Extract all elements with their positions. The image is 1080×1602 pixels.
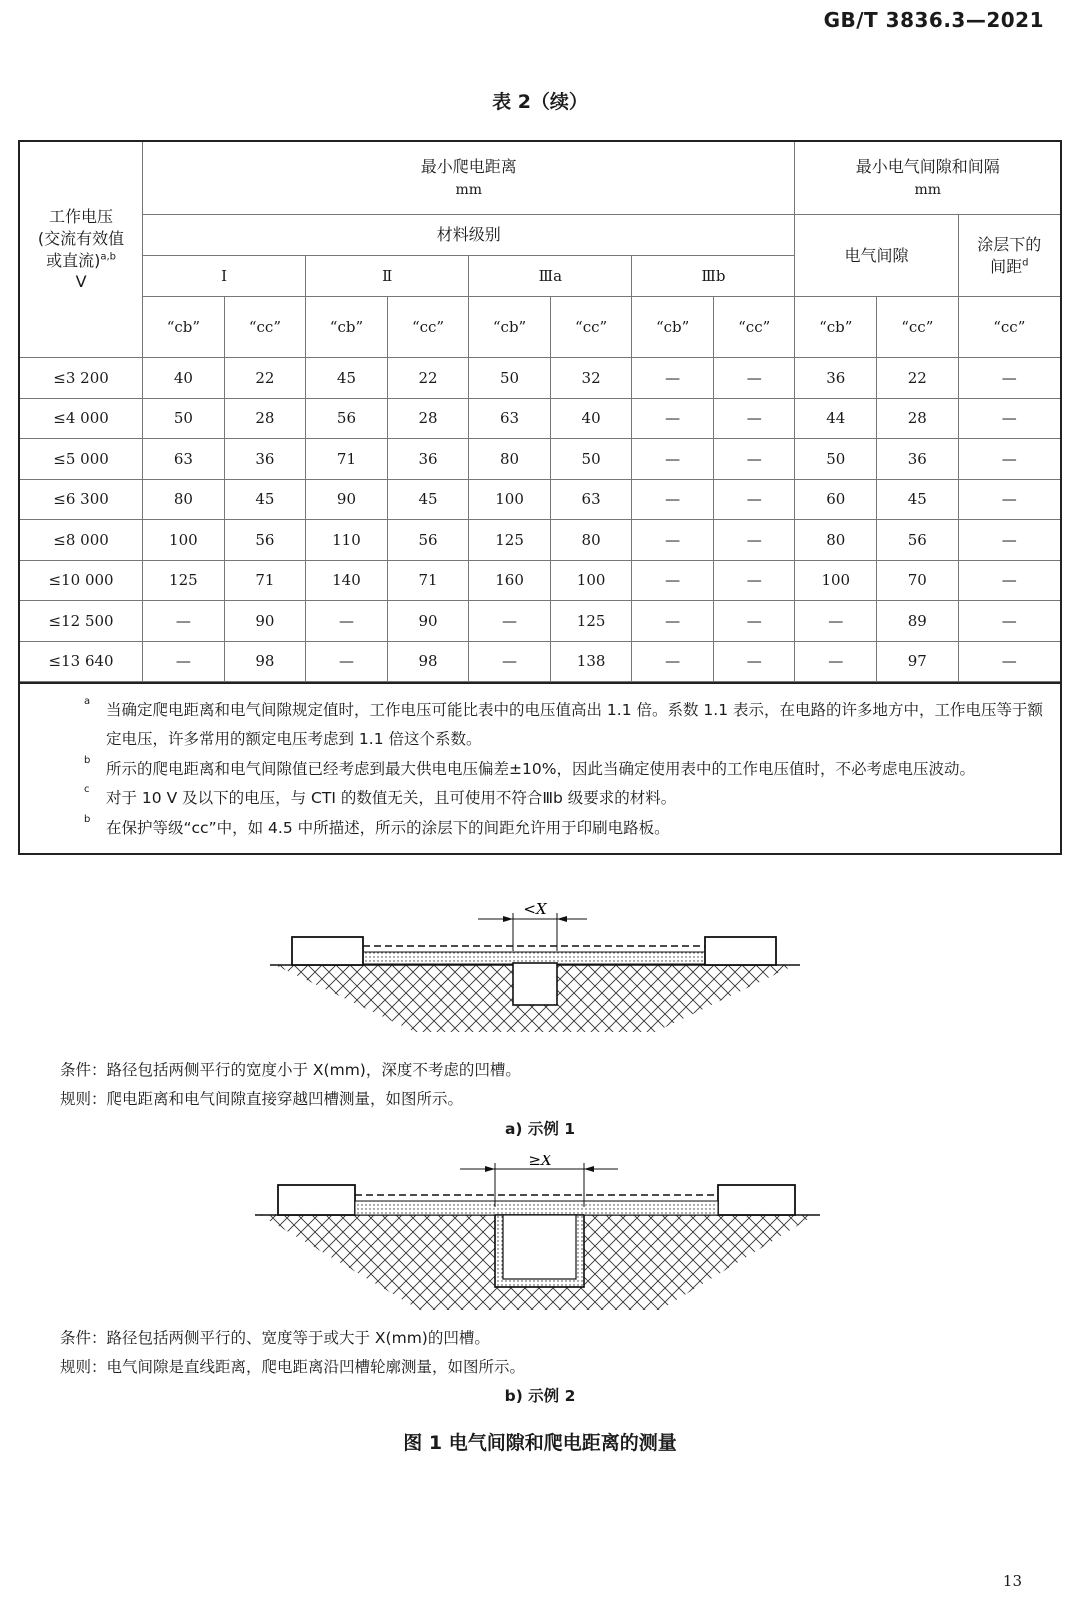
example1-rule: 规则：爬电距离和电气间隙直接穿越凹槽测量，如图所示。	[60, 1090, 464, 1108]
example1-condition: 条件：路径包括两侧平行的宽度小于 X(mm)，深度不考虑的凹槽。	[60, 1061, 521, 1079]
value-cell: —	[713, 601, 795, 642]
value-cell: —	[958, 601, 1060, 642]
protection-code-cell: “cb”	[795, 297, 877, 358]
voltage-cell: ≤8 000	[20, 520, 143, 561]
value-cell: 40	[143, 358, 225, 399]
coating-subheader: 涂层下的 间距$^d$	[958, 215, 1060, 297]
conductor-left	[292, 937, 363, 965]
value-cell: —	[469, 601, 551, 642]
value-cell: 138	[550, 641, 632, 682]
value-cell: 60	[795, 479, 877, 520]
protection-code-cell: “cc”	[550, 297, 632, 358]
value-cell: 44	[795, 398, 877, 439]
value-cell: 160	[469, 560, 551, 601]
note-text: 当确定爬电距离和电气间隙规定值时，工作电压可能比表中的电压值高出 1.1 倍。系数 1.1 表示，在电路的许多地方中，工作电压等于额定电压，许多常用的额定电压考虑到 1.1 倍这个系数。	[106, 701, 1044, 749]
voltage-cell: ≤5 000	[20, 439, 143, 480]
value-cell: 80	[469, 439, 551, 480]
value-cell: 36	[795, 358, 877, 399]
groove	[513, 963, 557, 1005]
standard-number: GB/T 3836.3—2021	[823, 8, 1044, 32]
value-cell: 100	[143, 520, 225, 561]
material-group-2: Ⅱ	[306, 256, 469, 297]
example2-rule: 规则：电气间隙是直线距离，爬电距离沿凹槽轮廓测量，如图所示。	[60, 1358, 526, 1376]
example2-condition: 条件：路径包括两侧平行的、宽度等于或大于 X(mm)的凹槽。	[60, 1329, 490, 1347]
value-cell: 22	[224, 358, 306, 399]
value-cell: —	[958, 520, 1060, 561]
value-cell: —	[632, 439, 714, 480]
value-cell: —	[795, 641, 877, 682]
table-row	[20, 398, 1060, 439]
figure-example-2	[0, 1155, 1080, 1325]
value-cell: —	[632, 358, 714, 399]
value-cell: 140	[306, 560, 388, 601]
value-cell: 63	[469, 398, 551, 439]
table-note	[34, 784, 1046, 813]
voltage-cell: ≤3 200	[20, 358, 143, 399]
page-number: 13	[1002, 1572, 1022, 1590]
value-cell: 45	[877, 479, 959, 520]
table-note	[34, 814, 1046, 843]
value-cell: —	[713, 520, 795, 561]
protection-code-cell: “cc”	[713, 297, 795, 358]
material-group-1: Ⅰ	[143, 256, 306, 297]
value-cell: 70	[877, 560, 959, 601]
figure-example-1	[0, 895, 1080, 1040]
value-cell: —	[469, 641, 551, 682]
protection-code-cell: “cb”	[143, 297, 225, 358]
value-cell: 100	[550, 560, 632, 601]
table-row	[20, 520, 1060, 561]
value-cell: 125	[143, 560, 225, 601]
value-cell: 56	[224, 520, 306, 561]
value-cell: 71	[306, 439, 388, 480]
value-cell: 80	[550, 520, 632, 561]
value-cell: 22	[877, 358, 959, 399]
value-cell: —	[713, 560, 795, 601]
value-cell: 36	[387, 439, 469, 480]
value-cell: 125	[469, 520, 551, 561]
clearance-header: 最小电气间隙和间隔 mm	[795, 142, 1060, 215]
table-row	[20, 358, 1060, 399]
value-cell: 45	[387, 479, 469, 520]
value-cell: 28	[877, 398, 959, 439]
value-cell: 36	[224, 439, 306, 480]
value-cell: 100	[795, 560, 877, 601]
value-cell: —	[958, 439, 1060, 480]
note-mark: b	[84, 813, 91, 825]
value-cell: 28	[387, 398, 469, 439]
value-cell: —	[958, 560, 1060, 601]
value-cell: —	[143, 641, 225, 682]
note-mark: b	[84, 754, 91, 766]
voltage-cell: ≤6 300	[20, 479, 143, 520]
table-note	[34, 696, 1046, 755]
value-cell: —	[632, 520, 714, 561]
example1-label: a) 示例 1	[504, 1120, 576, 1138]
table-row	[20, 479, 1060, 520]
value-cell: 56	[387, 520, 469, 561]
value-cell: 50	[550, 439, 632, 480]
value-cell: —	[632, 560, 714, 601]
table-note	[34, 755, 1046, 784]
value-cell: —	[713, 398, 795, 439]
value-cell: —	[958, 479, 1060, 520]
value-cell: 90	[306, 479, 388, 520]
value-cell: —	[632, 641, 714, 682]
value-cell: 45	[306, 358, 388, 399]
value-cell: 56	[306, 398, 388, 439]
value-cell: —	[632, 479, 714, 520]
conductor-left	[278, 1185, 355, 1215]
protection-code-cell: “cb”	[469, 297, 551, 358]
conductor-right	[718, 1185, 795, 1215]
conductor-right	[705, 937, 776, 965]
value-cell: —	[958, 641, 1060, 682]
voltage-cell: ≤10 000	[20, 560, 143, 601]
table-caption: 表 2（续）	[492, 91, 588, 113]
table-notes	[20, 682, 1060, 853]
note-text: 对于 10 V 及以下的电压，与 CTI 的数值无关，且可使用不符合Ⅲb 级要求的材料。	[106, 789, 677, 808]
value-cell: 97	[877, 641, 959, 682]
value-cell: 56	[877, 520, 959, 561]
voltage-cell: ≤13 640	[20, 641, 143, 682]
value-cell: —	[143, 601, 225, 642]
value-cell: —	[306, 641, 388, 682]
clearance-subheader: 电气间隙	[795, 215, 958, 297]
value-cell: —	[713, 358, 795, 399]
note-mark: a	[84, 696, 91, 707]
value-cell: —	[713, 641, 795, 682]
value-cell: 63	[550, 479, 632, 520]
value-cell: 63	[143, 439, 225, 480]
value-cell: 98	[387, 641, 469, 682]
value-cell: 80	[795, 520, 877, 561]
material-group-header: 材料级别	[143, 215, 795, 256]
groove	[503, 1215, 576, 1279]
value-cell: 98	[224, 641, 306, 682]
figure-caption: 图 1 电气间隙和爬电距离的测量	[403, 1432, 677, 1454]
value-cell: 45	[224, 479, 306, 520]
voltage-cell: ≤12 500	[20, 601, 143, 642]
example2-label: b) 示例 2	[504, 1387, 576, 1405]
table-row	[20, 560, 1060, 601]
value-cell: 110	[306, 520, 388, 561]
value-cell: 22	[387, 358, 469, 399]
protection-code-cell: “cb”	[632, 297, 714, 358]
value-cell: —	[306, 601, 388, 642]
dim-label-1: <X	[523, 900, 547, 918]
value-cell: —	[795, 601, 877, 642]
value-cell: 100	[469, 479, 551, 520]
voltage-cell: ≤4 000	[20, 398, 143, 439]
dim-label-2: ≥X	[528, 1155, 552, 1169]
value-cell: —	[958, 358, 1060, 399]
value-cell: 40	[550, 398, 632, 439]
value-cell: 90	[387, 601, 469, 642]
protection-code-cell: “cb”	[306, 297, 388, 358]
note-text: 所示的爬电距离和电气间隙值已经考虑到最大供电电压偏差±10%，因此当确定使用表中的工作电压值时，不必考虑电压波动。	[106, 759, 975, 778]
value-cell: 89	[877, 601, 959, 642]
value-cell: 71	[387, 560, 469, 601]
value-cell: 50	[469, 358, 551, 399]
creepage-header: 最小爬电距离 mm	[143, 142, 795, 215]
value-cell: 50	[143, 398, 225, 439]
table-row	[20, 439, 1060, 480]
value-cell: —	[958, 398, 1060, 439]
value-cell: —	[713, 439, 795, 480]
value-cell: —	[713, 479, 795, 520]
protection-code-cell: “cc”	[387, 297, 469, 358]
spec-table	[18, 140, 1062, 855]
value-cell: 36	[877, 439, 959, 480]
note-text: 在保护等级“cc”中，如 4.5 中所描述，所示的涂层下的间距允许用于印刷电路板。	[106, 818, 670, 837]
protection-code-cell: “cc”	[224, 297, 306, 358]
value-cell: 90	[224, 601, 306, 642]
table-row	[20, 601, 1060, 642]
table-row	[20, 641, 1060, 682]
value-cell: 28	[224, 398, 306, 439]
material-group-4: Ⅲb	[632, 256, 795, 297]
material-group-3: Ⅲa	[469, 256, 632, 297]
voltage-header: 工作电压 (交流有效值 或直流)$^{a,b}$ V	[20, 142, 143, 358]
protection-code-cell: “cc”	[877, 297, 959, 358]
protection-code-cell: “cc”	[958, 297, 1060, 358]
value-cell: —	[632, 398, 714, 439]
note-mark: c	[84, 784, 90, 796]
value-cell: 71	[224, 560, 306, 601]
value-cell: 80	[143, 479, 225, 520]
value-cell: 32	[550, 358, 632, 399]
value-cell: —	[632, 601, 714, 642]
value-cell: 50	[795, 439, 877, 480]
value-cell: 125	[550, 601, 632, 642]
